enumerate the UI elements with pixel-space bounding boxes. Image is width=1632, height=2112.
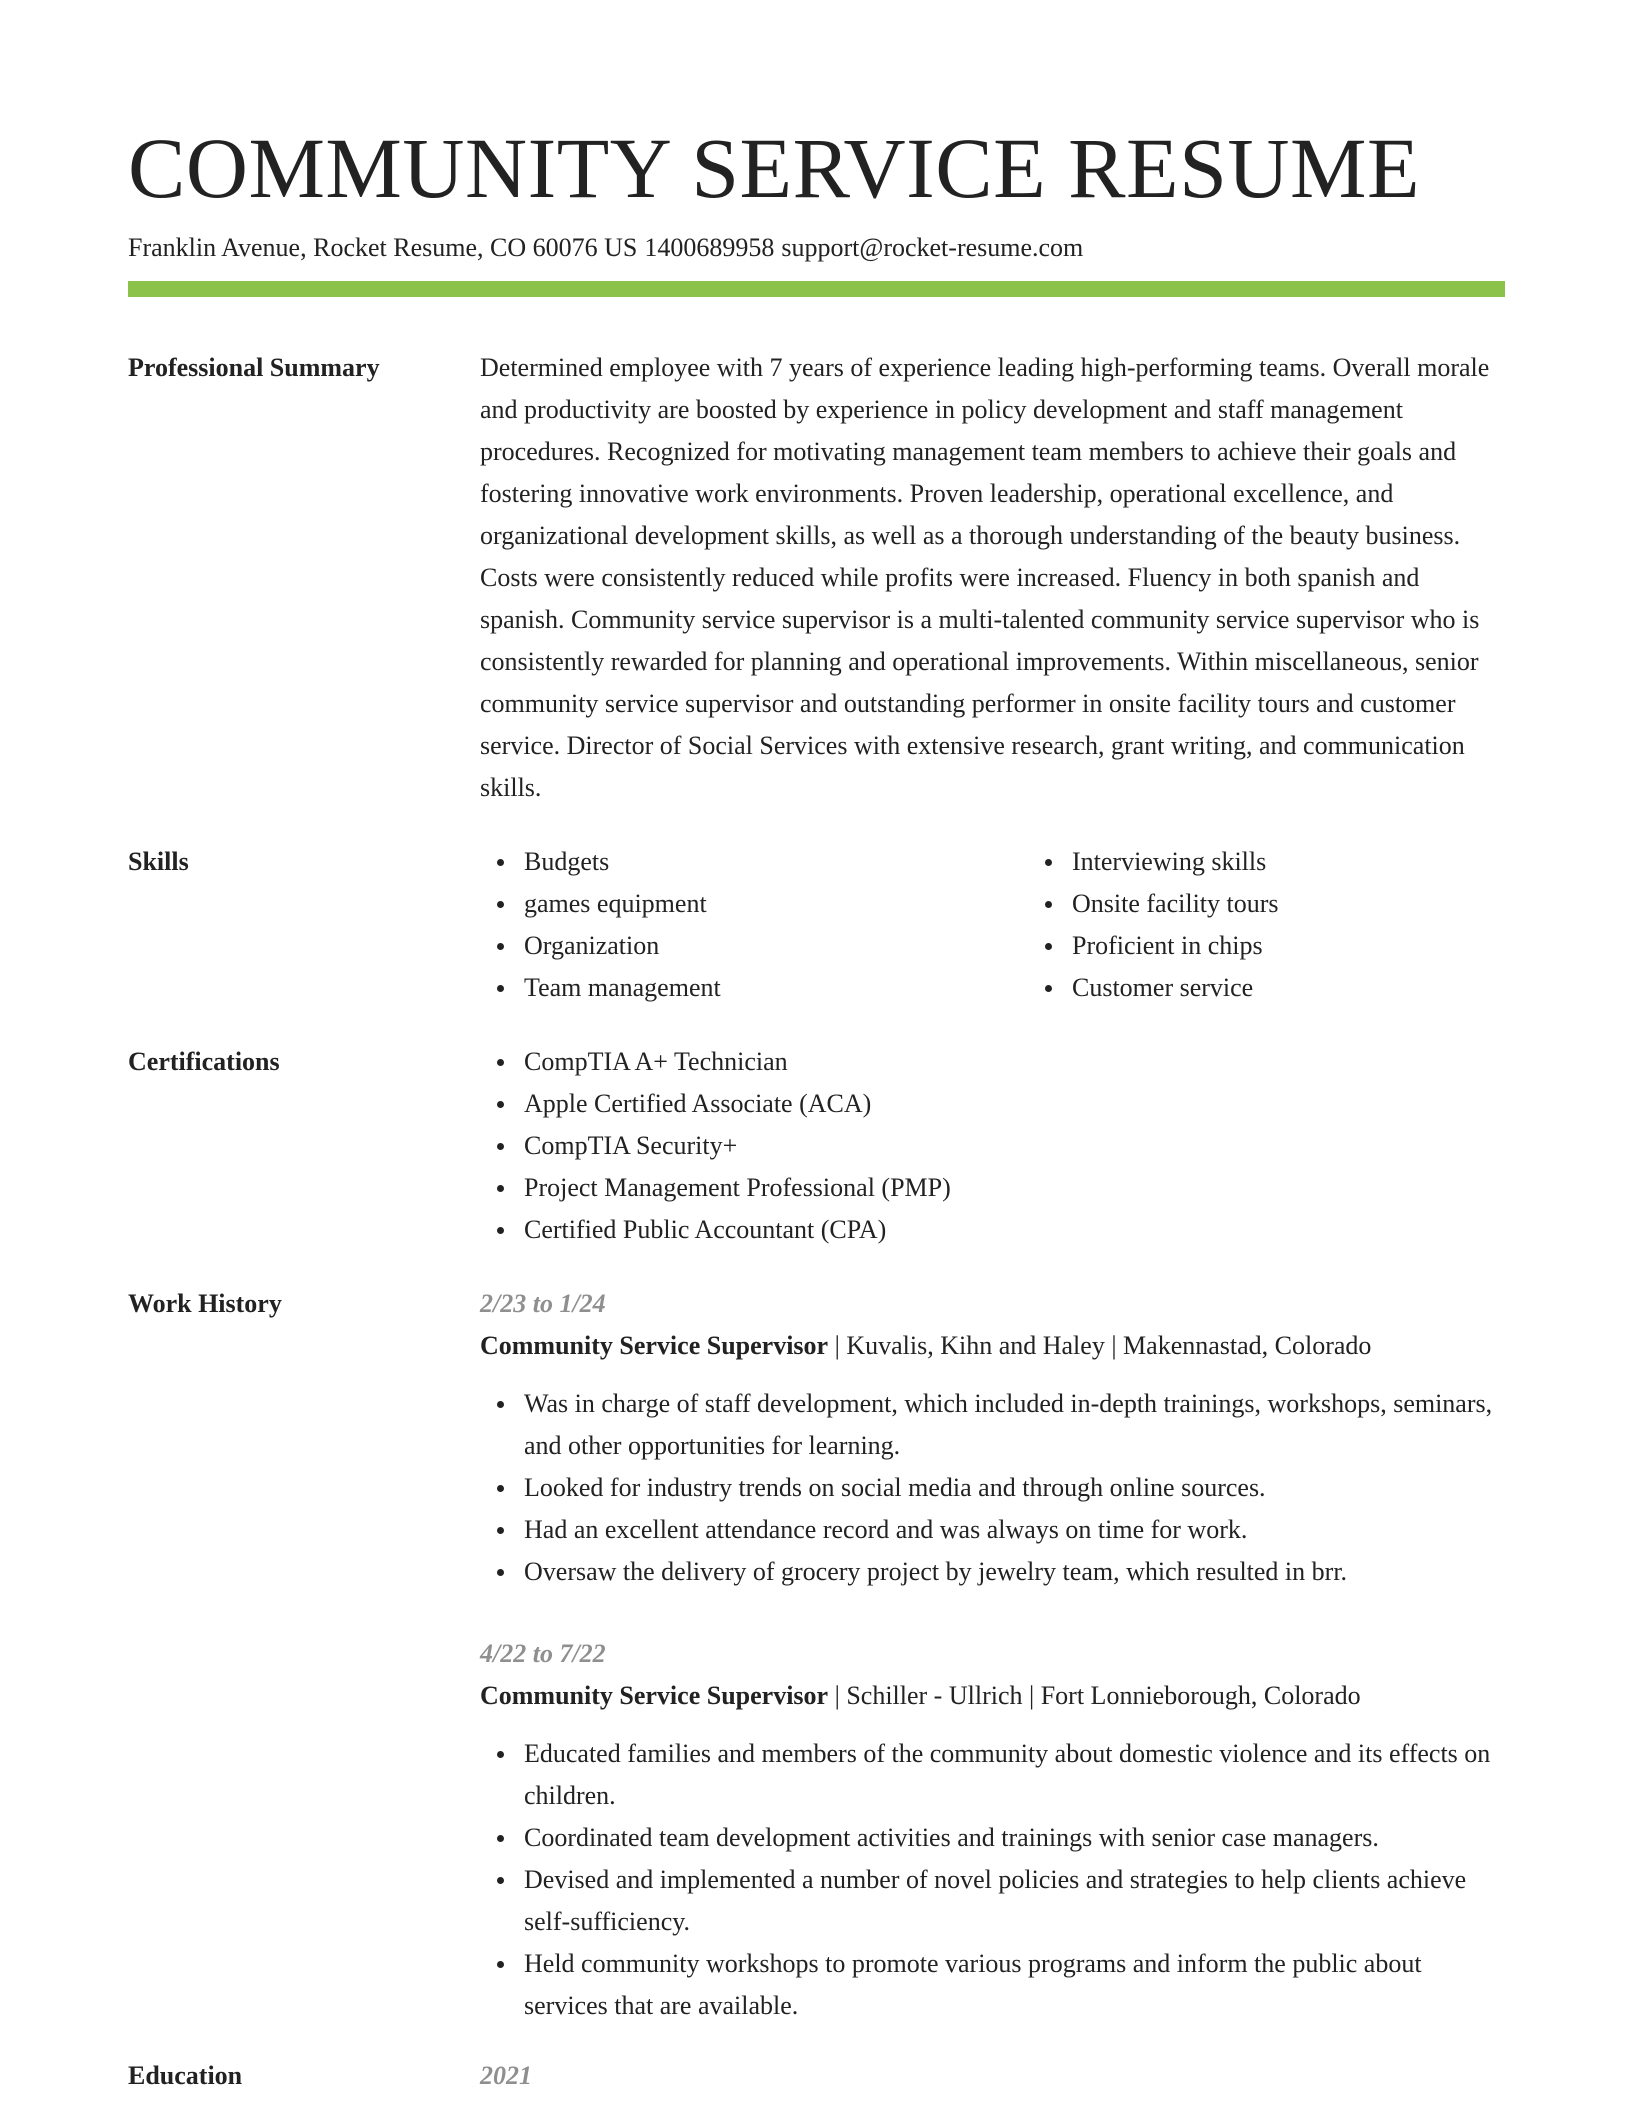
- list-item: Budgets: [524, 841, 1028, 883]
- list-item: Interviewing skills: [1072, 841, 1576, 883]
- job-title: Community Service Supervisor: [480, 1331, 829, 1360]
- skills-list-left: [480, 841, 1028, 1009]
- list-item: Oversaw the delivery of grocery project by jewelry team, which resulted in brr.: [524, 1551, 1505, 1593]
- job-dates: 2/23 to 1/24: [480, 1289, 606, 1318]
- job-bullets: [480, 1383, 1505, 1593]
- certifications-heading: Certifications: [128, 1047, 280, 1076]
- job-company: Schiller - Ullrich: [846, 1681, 1023, 1710]
- list-item: Organization: [524, 925, 1028, 967]
- list-item: Team management: [524, 967, 1028, 1009]
- job-company: Kuvalis, Kihn and Haley: [846, 1331, 1105, 1360]
- list-item: Proficient in chips: [1072, 925, 1576, 967]
- contact-email[interactable]: support@rocket-resume.com: [781, 233, 1084, 262]
- list-item: Certified Public Accountant (CPA): [524, 1209, 1505, 1251]
- job-bullets: [480, 1733, 1505, 2027]
- contact-line: [128, 232, 1505, 264]
- list-item: Coordinated team development activities and trainings with senior case managers.: [524, 1817, 1505, 1859]
- education-year: 2021: [480, 2061, 532, 2090]
- summary-text: Determined employee with 7 years of experience leading high-performing teams. Overall morale and productivity are boosted by experience in policy development and staff management procedures. Recognized for motivating management team members to achieve their goals and fostering innovative work environments. Proven leadership, operational excellence, and organizational development skills, as well as a thorough understanding of the beauty business. Costs were consistently reduced while profits were increased. Fluency in both spanish and spanish. Community service supervisor is a multi-talented community service supervisor who is consistently rewarded for planning and operational improvements. Within miscellaneous, senior community service supervisor and outstanding performer in onsite facility tours and customer service. Director of Social Services with extensive research, grant writing, and communication skills.: [480, 353, 1490, 802]
- education-section: [128, 2055, 1505, 2097]
- job-dates: 4/22 to 7/22: [480, 1639, 606, 1668]
- certifications-list: [480, 1041, 1505, 1251]
- list-item: Was in charge of staff development, which included in-depth trainings, workshops, seminars, and other opportunities for learning.: [524, 1383, 1505, 1467]
- list-item: Onsite facility tours: [1072, 883, 1576, 925]
- list-item: Devised and implemented a number of novel policies and strategies to help clients achieve self-sufficiency.: [524, 1859, 1505, 1943]
- contact-phone: 1400689958: [644, 233, 775, 262]
- summary-section: [128, 347, 1505, 809]
- accent-divider: [128, 281, 1505, 297]
- job-heading: Community Service Supervisor | Schiller - Ullrich | Fort Lonnieborough, Colorado: [480, 1681, 1361, 1710]
- list-item: games equipment: [524, 883, 1028, 925]
- resume-page: [128, 0, 1505, 2097]
- list-item: Held community workshops to promote various programs and inform the public about services that are available.: [524, 1943, 1505, 2027]
- job-location: Makennastad, Colorado: [1123, 1331, 1372, 1360]
- skills-heading: Skills: [128, 847, 189, 876]
- list-item: Apple Certified Associate (ACA): [524, 1083, 1505, 1125]
- skills-grid: [480, 841, 1576, 1009]
- job-entry: [480, 1633, 1505, 2027]
- list-item: Had an excellent attendance record and was always on time for work.: [524, 1509, 1505, 1551]
- job-entry: [480, 1283, 1505, 1593]
- contact-address: Franklin Avenue, Rocket Resume, CO 60076 US: [128, 233, 638, 262]
- skills-list-right: [1028, 841, 1576, 1009]
- skills-section: [128, 841, 1505, 1009]
- education-heading: Education: [128, 2061, 243, 2090]
- job-heading: Community Service Supervisor | Kuvalis, Kihn and Haley | Makennastad, Colorado: [480, 1331, 1372, 1360]
- list-item: Educated families and members of the community about domestic violence and its effects on children.: [524, 1733, 1505, 1817]
- list-item: Customer service: [1072, 967, 1576, 1009]
- list-item: CompTIA Security+: [524, 1125, 1505, 1167]
- list-item: Looked for industry trends on social media and through online sources.: [524, 1467, 1505, 1509]
- summary-heading: Professional Summary: [128, 353, 380, 382]
- resume-title: COMMUNITY SERVICE RESUME: [128, 120, 1421, 216]
- certifications-section: [128, 1041, 1505, 1251]
- list-item: CompTIA A+ Technician: [524, 1041, 1505, 1083]
- work-history-heading: Work History: [128, 1289, 282, 1318]
- job-location: Fort Lonnieborough, Colorado: [1040, 1681, 1361, 1710]
- work-history-section: [128, 1283, 1505, 2027]
- list-item: Project Management Professional (PMP): [524, 1167, 1505, 1209]
- job-title: Community Service Supervisor: [480, 1681, 829, 1710]
